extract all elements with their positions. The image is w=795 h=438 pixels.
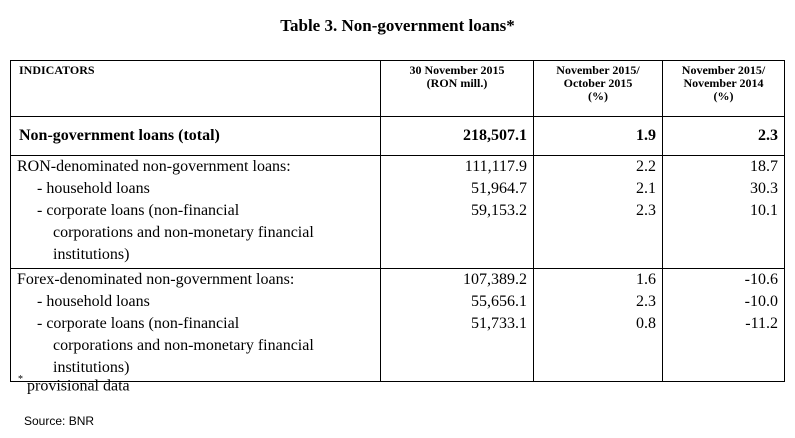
- forex-corporate-mom: 0.8: [636, 315, 656, 332]
- forex-group-row: [11, 269, 785, 382]
- header-mom-line1: November 2015/: [556, 63, 640, 77]
- forex-values: [381, 269, 534, 382]
- ron-yoy-value: 18.7: [750, 158, 778, 175]
- header-mom-line3: (%): [588, 89, 608, 103]
- forex-mom: [534, 269, 663, 382]
- forex-mom-value: 1.6: [636, 271, 656, 288]
- forex-yoy: [663, 269, 785, 382]
- ron-household-value: 51,964.7: [471, 180, 527, 197]
- forex-corporate-label-1: - corporate loans (non-financial: [37, 315, 240, 332]
- ron-corporate-value: 59,153.2: [471, 202, 527, 219]
- ron-mom: [534, 156, 663, 269]
- header-mom: [534, 61, 663, 117]
- forex-corporate-value: 51,733.1: [471, 315, 527, 332]
- forex-labels: [11, 269, 381, 382]
- footnote-mark: *: [18, 374, 23, 385]
- total-row: [11, 117, 785, 156]
- header-mom-line2: October 2015: [563, 76, 633, 90]
- total-value: 218,507.1: [381, 117, 534, 156]
- forex-household-yoy: -10.0: [744, 293, 778, 310]
- ron-values: [381, 156, 534, 269]
- forex-household-label: - household loans: [37, 293, 150, 310]
- loans-table: [10, 60, 785, 382]
- ron-label: RON-denominated non-government loans:: [17, 158, 291, 175]
- ron-yoy: [663, 156, 785, 269]
- ron-corporate-label-3: institutions): [53, 246, 130, 263]
- forex-corporate-label-2: corporations and non-monetary financial: [53, 337, 314, 354]
- forex-yoy-value: -10.6: [744, 271, 778, 288]
- ron-household-label: - household loans: [37, 180, 150, 197]
- ron-corporate-label-1: - corporate loans (non-financial: [37, 202, 240, 219]
- header-yoy-line2: November 2014: [683, 76, 764, 90]
- ron-value: 111,117.9: [464, 158, 527, 175]
- footnote-text: provisional data: [23, 377, 130, 395]
- forex-label: Forex-denominated non-government loans:: [17, 271, 295, 288]
- forex-household-value: 55,656.1: [471, 293, 527, 310]
- forex-value: 107,389.2: [463, 271, 527, 288]
- header-yoy-line1: November 2015/: [681, 63, 766, 77]
- total-mom: 1.9: [534, 117, 663, 156]
- header-stock-line2: (RON mill.): [426, 76, 488, 90]
- ron-group-row: [11, 156, 785, 269]
- ron-corporate-label-2: corporations and non-monetary financial: [53, 224, 314, 241]
- ron-labels: [11, 156, 381, 269]
- footnote: [18, 376, 130, 395]
- ron-household-mom: 2.1: [636, 180, 656, 197]
- total-label: Non-government loans (total): [11, 117, 381, 156]
- ron-mom-value: 2.2: [636, 158, 656, 175]
- header-stock-line1: 30 November 2015: [409, 63, 505, 77]
- ron-household-yoy: 30.3: [750, 180, 778, 197]
- header-indicators: INDICATORS: [11, 61, 381, 117]
- header-yoy: [663, 61, 785, 117]
- forex-corporate-yoy: -11.2: [745, 315, 778, 332]
- header-yoy-line3: (%): [713, 89, 734, 103]
- ron-corporate-mom: 2.3: [636, 202, 656, 219]
- table-title: Table 3. Non-government loans*: [280, 16, 515, 35]
- forex-corporate-label-3: institutions): [53, 359, 130, 376]
- table-header-row: [11, 61, 785, 117]
- header-stock: [381, 61, 534, 117]
- ron-corporate-yoy: 10.1: [750, 202, 778, 219]
- forex-household-mom: 2.3: [636, 293, 656, 310]
- total-yoy: 2.3: [663, 117, 785, 156]
- source-note: Source: BNR: [24, 414, 95, 428]
